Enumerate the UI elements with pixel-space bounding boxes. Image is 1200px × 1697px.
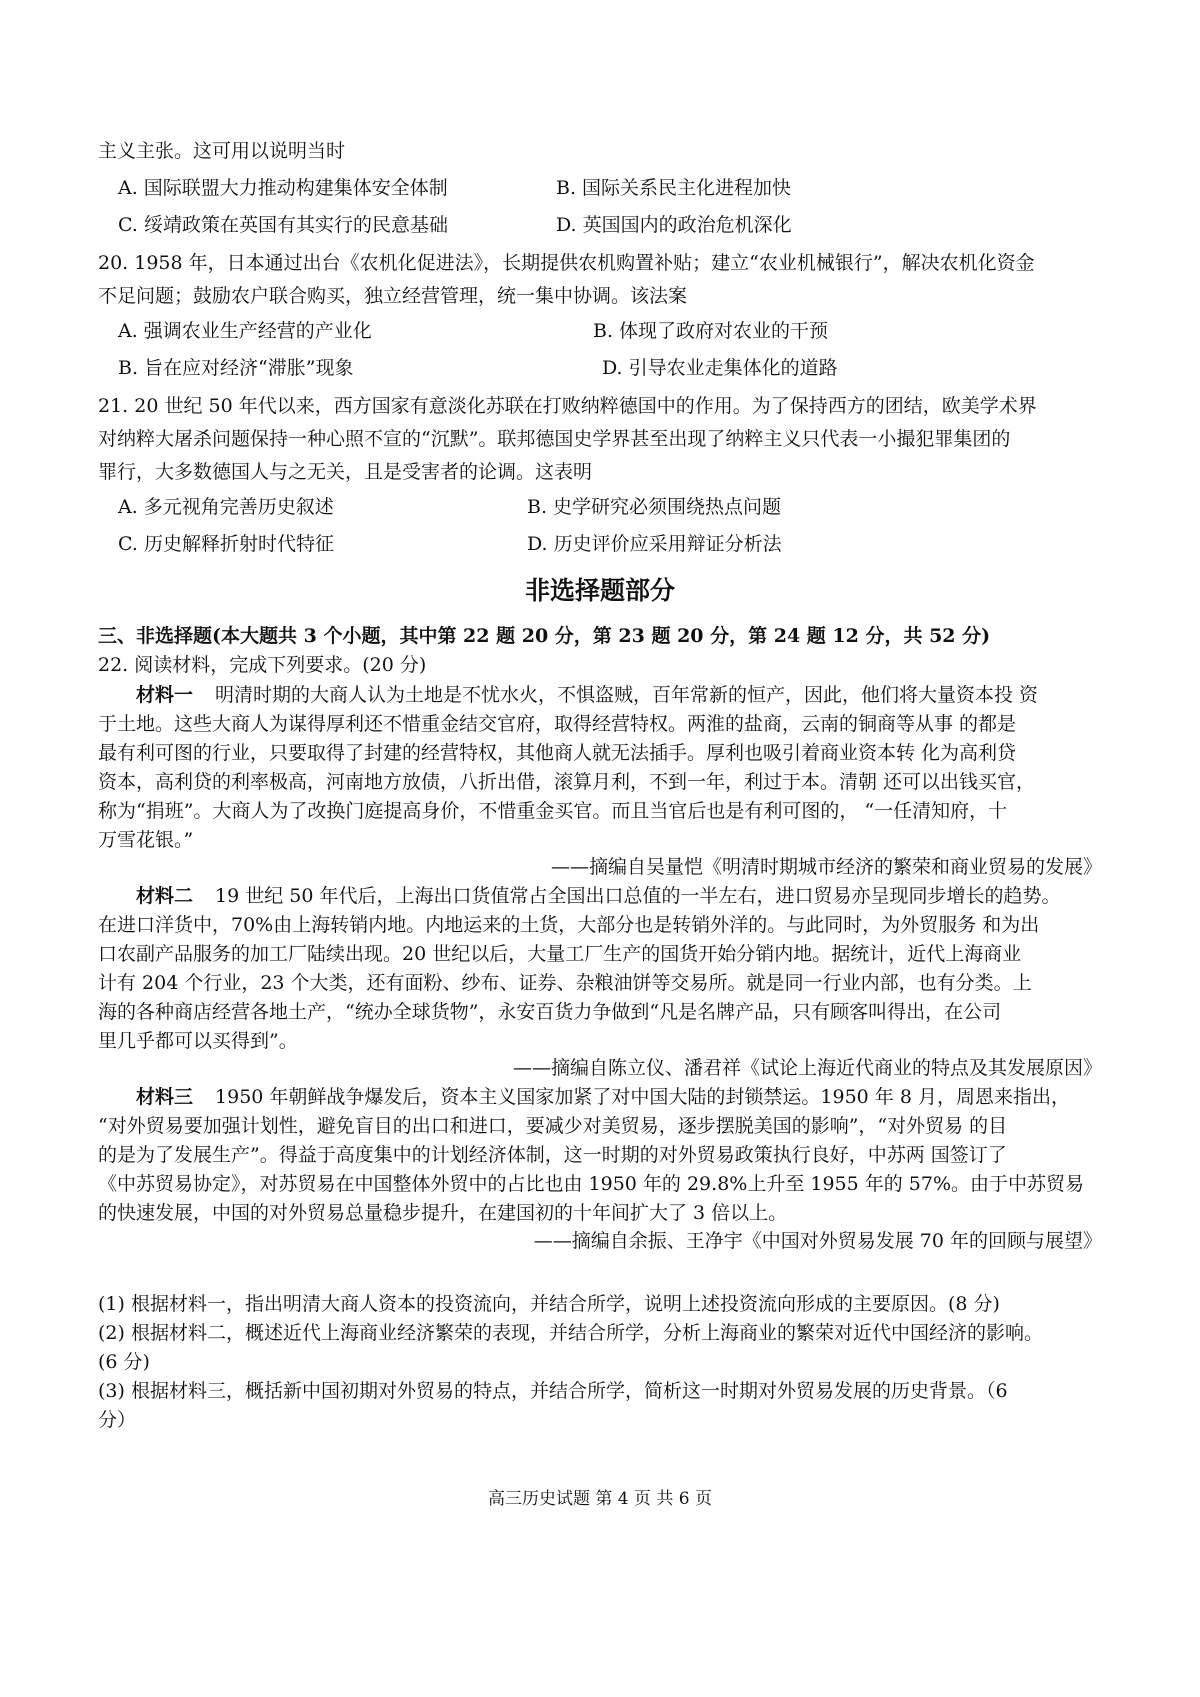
material-1-line-2: 于土地。这些大商人为谋得厚利还不惜重金结交官府，取得经营特权。两淮的盐商，云南的铜商等从事 的都是 (98, 713, 1017, 735)
material-1-label: 材料一 (136, 684, 194, 706)
material-3-text: 1950 年朝鲜战争爆发后，资本主义国家加紧了对中国大陆的封锁禁运。1950 年 8 月，周恩来指出， (215, 1086, 1070, 1108)
q22-sub-question-3: (3) 根据材料三，概括新中国初期对外贸易的特点，并结合所学，简析这一时期对外贸易发展的历史背景。（6 (98, 1380, 1008, 1402)
material-2-line-2: 在进口洋货中，70%由上海转销内地。内地运来的土货，大部分也是转销外洋的。与此同时，为外贸服务 和为出 (98, 914, 1040, 936)
material-2-line-1 (98, 883, 1061, 909)
material-2-text: 19 世纪 50 年代后，上海出口货值常占全国出口总值的一半左右，进口贸易亦呈现同步增长的趋势。 (215, 885, 1061, 907)
material-2-line-5: 海的各种商店经营各地土产，“统办全球货物”，永安百货力争做到“凡是名牌产品，只有顾客叫得出，在公司 (98, 1001, 1002, 1023)
q22-intro: 22. 阅读材料，完成下列要求。(20 分) (98, 654, 427, 676)
q20-stem-line-2: 不足问题；鼓励农户联合购买，独立经营管理，统一集中协调。该法案 (98, 285, 688, 307)
material-2-line-4: 计有 204 个行业，23 个大类，还有面粉、纱布、证券、杂粮油饼等交易所。就是同一行业内部，也有分类。上 (98, 972, 1032, 994)
material-1-line-1 (98, 682, 1038, 708)
material-3-line-3: 的是为了发展生产”。得益于高度集中的计划经济体制，这一时期的对外贸易政策执行良好，中苏两 国签订了 (98, 1144, 1007, 1166)
q21-option-a: A. 多元视角完善历史叙述 (118, 496, 334, 518)
q21-stem-line-2: 对纳粹大屠杀问题保持一种心照不宣的“沉默”。联邦德国史学界甚至出现了纳粹主义只代表一小撮犯罪集团的 (98, 428, 1011, 450)
q19-option-c: C. 绥靖政策在英国有其实行的民意基础 (118, 214, 448, 236)
material-3-label: 材料三 (136, 1086, 194, 1108)
section-title: 非选择题部分 (524, 576, 675, 605)
q20-stem-line-1: 20. 1958 年，日本通过出台《农机化促进法》，长期提供农机购置补贴；建立“农业机械银行”，解决农机化资金 (98, 252, 1035, 274)
material-1-line-3: 最有利可图的行业，只要取得了封建的经营特权，其他商人就无法插手。厚利也吸引着商业资本转 化为高利贷 (98, 742, 1017, 764)
q21-option-d: D. 历史评价应采用辩证分析法 (527, 533, 782, 555)
q20-option-b: B. 体现了政府对农业的干预 (593, 320, 829, 342)
q21-option-c: C. 历史解释折射时代特征 (118, 533, 334, 555)
q19-option-b: B. 国际关系民主化进程加快 (556, 177, 792, 199)
q21-stem-line-3: 罪行，大多数德国人与之无关，且是受害者的论调。这表明 (98, 461, 593, 483)
material-1-source: ——摘编自吴量恺《明清时期城市经济的繁荣和商业贸易的发展》 (550, 856, 1102, 878)
q22-sub-question-2: (2) 根据材料二，概述近代上海商业经济繁荣的表现，并结合所学，分析上海商业的繁荣对近代中国经济的影响。 (98, 1322, 1043, 1344)
material-3-line-2: “对外贸易要加强计划性，避免盲目的出口和进口，要减少对美贸易，逐步摆脱美国的影响”，“对外贸易 的目 (98, 1115, 1008, 1137)
q19-option-d: D. 英国国内的政治危机深化 (556, 214, 792, 236)
material-2-line-6: 里几乎都可以买得到”。 (98, 1030, 298, 1052)
q22-sub-question-2-points: (6 分) (98, 1351, 150, 1373)
material-3-line-4: 《中苏贸易协定》，对苏贸易在中国整体外贸中的占比也由 1950 年的 29.8%上升至 1955 年的 57%。由于中苏贸易 (98, 1173, 1085, 1195)
material-3-source: ——摘编自余振、王净宇《中国对外贸易发展 70 年的回顾与展望》 (533, 1230, 1102, 1252)
q20-option-c: B. 旨在应对经济“滞胀”现象 (118, 357, 354, 379)
material-1-line-6: 万雪花银。” (98, 829, 194, 851)
material-1-line-5: 称为“捐班”。大商人为了改换门庭提高身价，不惜重金买官。而且当官后也是有利可图的， “一任清知府，十 (98, 800, 1008, 822)
q21-stem-line-1: 21. 20 世纪 50 年代以来，西方国家有意淡化苏联在打败纳粹德国中的作用。为了保持西方的团结，欧美学术界 (98, 395, 1037, 417)
q19-option-a: A. 国际联盟大力推动构建集体安全体制 (118, 177, 448, 199)
material-2-label: 材料二 (136, 885, 194, 907)
q21-option-b: B. 史学研究必须围绕热点问题 (527, 496, 782, 518)
section-header: 三、非选择题(本大题共 3 个小题，其中第 22 题 20 分，第 23 题 20 分，第 24 题 12 分，共 52 分) (98, 625, 991, 647)
material-1-text: 明清时期的大商人认为土地是不忧水火，不惧盗贼，百年常新的恒产，因此，他们将大量资本投 资 (215, 684, 1039, 706)
material-1-line-4: 资本，高利贷的利率极高，河南地方放债，八折出借，滚算月利，不到一年，利过于本。清朝 还可以出钱买官， (98, 771, 1036, 793)
page-footer: 高三历史试题 第 4 页 共 6 页 (487, 1489, 713, 1509)
q20-option-d: D. 引导农业走集体化的道路 (602, 357, 838, 379)
material-3-line-5: 的快速发展，中国的对外贸易总量稳步提升，在建国初的十年间扩大了 3 倍以上。 (98, 1202, 788, 1224)
q19-tail: 主义主张。这可用以说明当时 (98, 140, 346, 162)
q20-option-a: A. 强调农业生产经营的产业化 (118, 320, 372, 342)
q22-sub-question-3-points: 分） (98, 1409, 137, 1431)
material-2-line-3: 口农副产品服务的加工厂陆续出现。20 世纪以后，大量工厂生产的国货开始分销内地。据统计，近代上海商业 (98, 943, 1022, 965)
material-2-source: ——摘编自陈立仪、潘君祥《试论上海近代商业的特点及其发展原因》 (512, 1057, 1102, 1079)
material-3-line-1 (98, 1084, 1070, 1110)
q22-sub-question-1: (1) 根据材料一，指出明清大商人资本的投资流向，并结合所学，说明上述投资流向形成的主要原因。(8 分) (98, 1293, 1000, 1315)
